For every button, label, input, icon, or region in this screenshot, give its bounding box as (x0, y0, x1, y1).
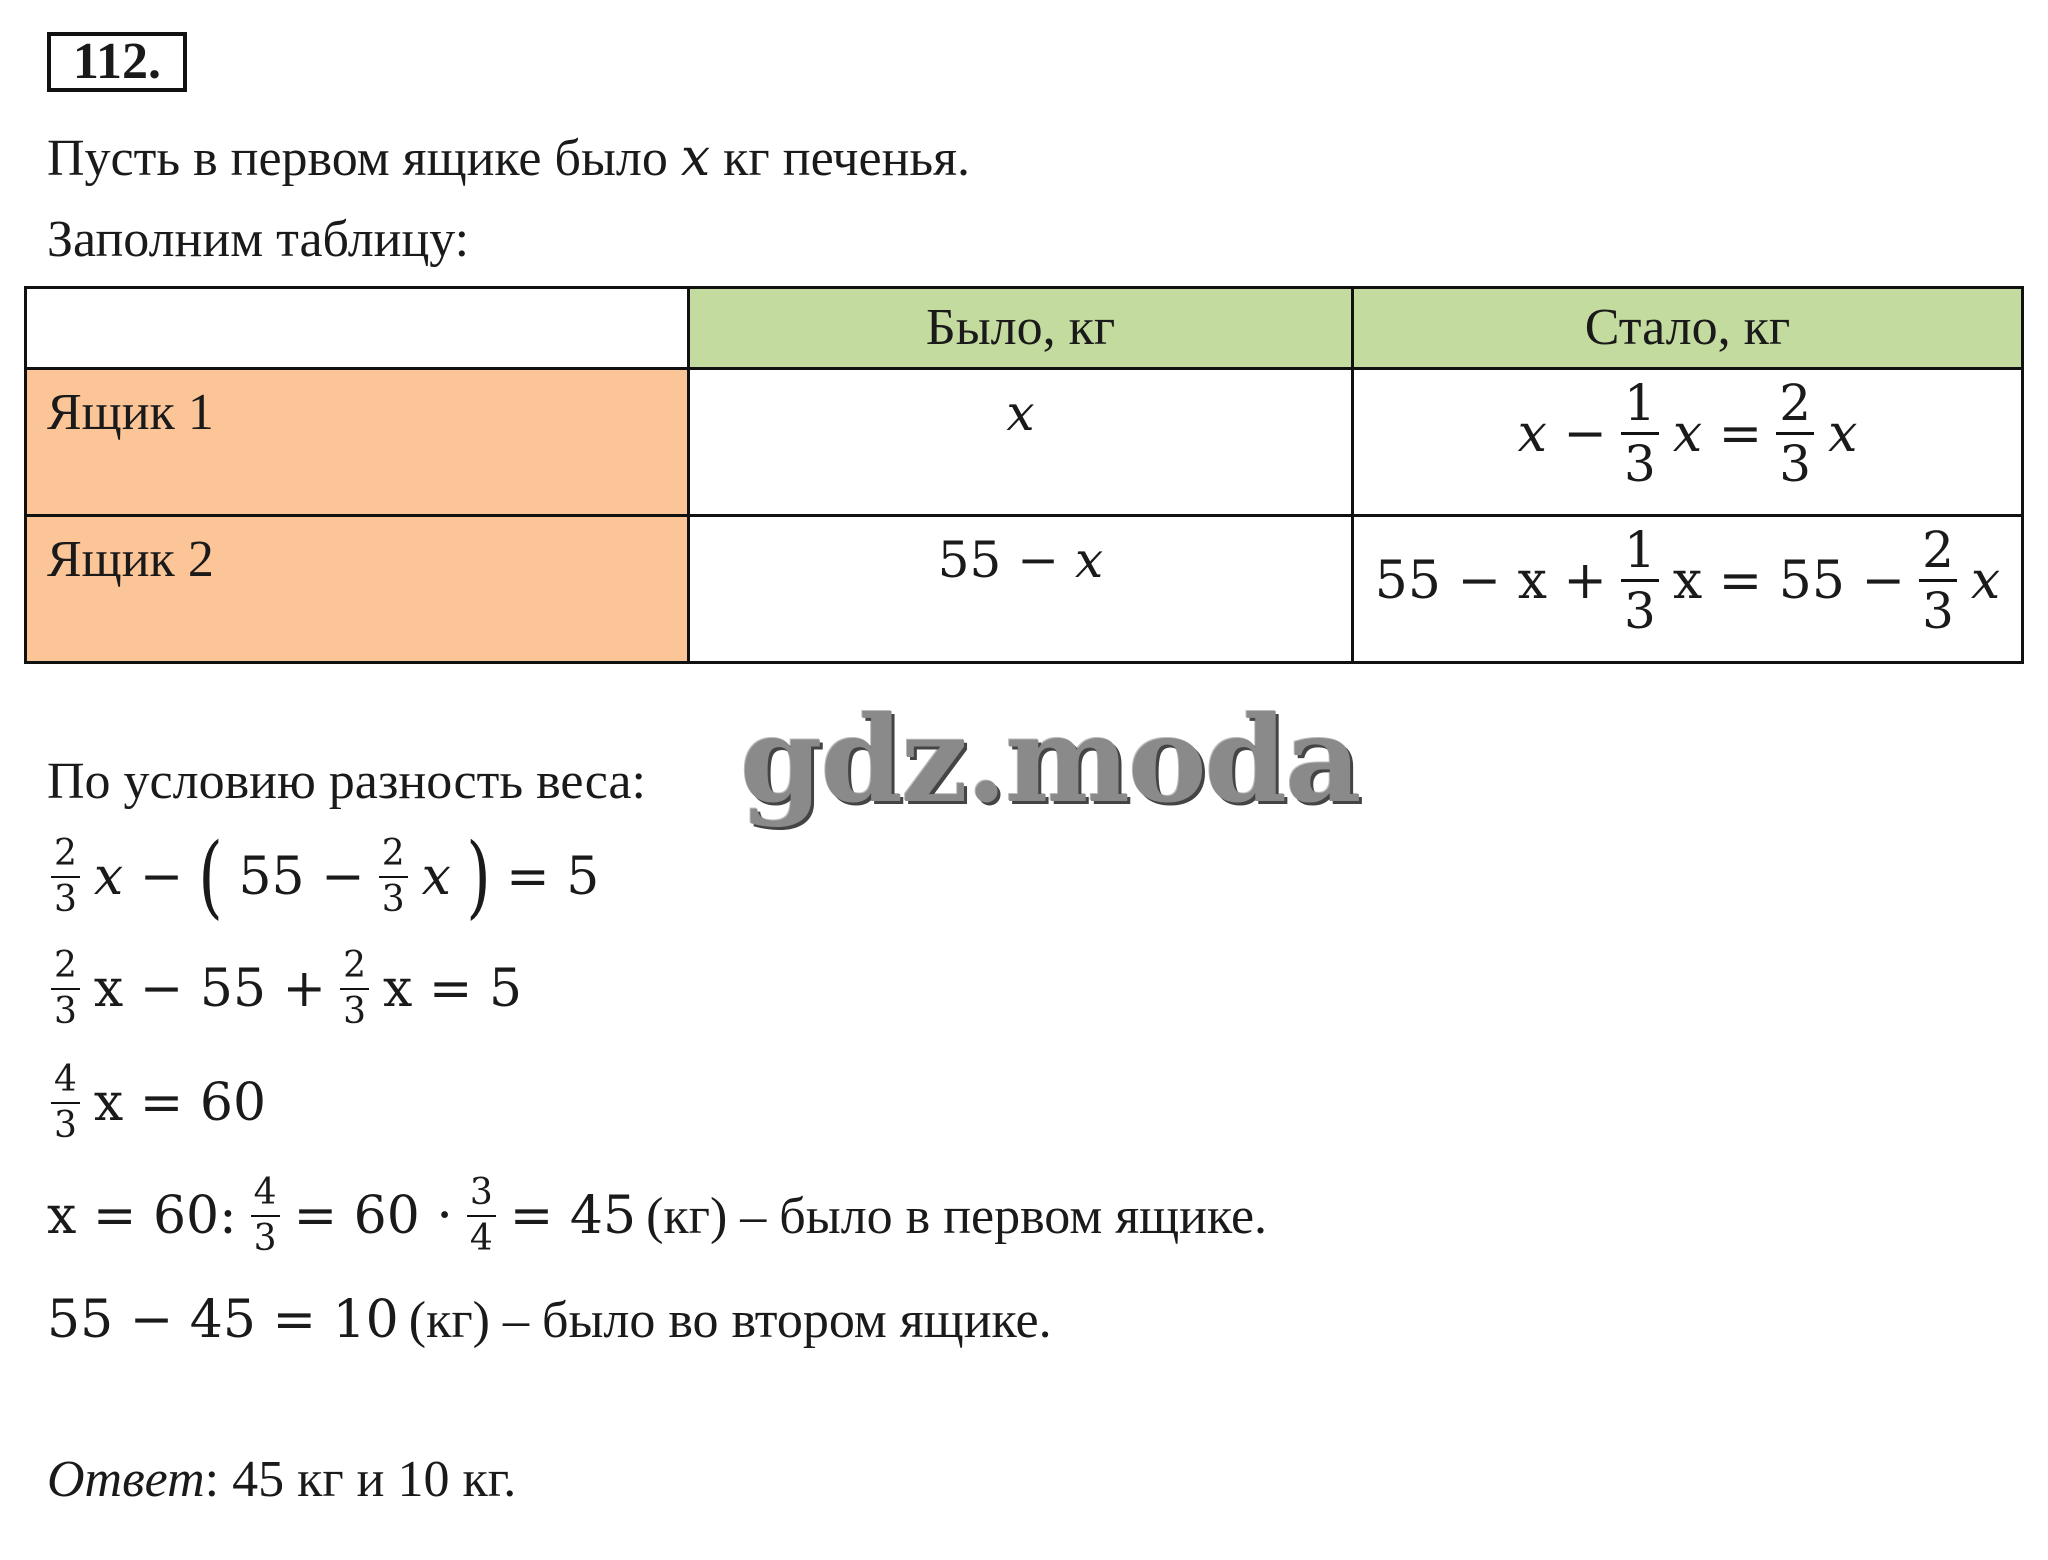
fraction-denominator: 3 (343, 991, 367, 1032)
equation-1 (47, 824, 600, 929)
expr-part: 55 − (238, 847, 365, 907)
row2-was-value (690, 531, 1351, 589)
fraction-denominator: 3 (54, 1105, 77, 1146)
fraction-denominator: 3 (1624, 582, 1656, 640)
equation-comment: (кг) – было в первом ящике. (646, 1187, 1268, 1245)
row1-was-cell (687, 367, 1354, 517)
fraction (1919, 521, 1957, 640)
expr-part: x − (93, 847, 184, 907)
fraction-numerator: 1 (1621, 525, 1659, 582)
col-header-was: Было, кг (687, 286, 1354, 370)
row2-became-cell (1351, 514, 2024, 664)
fraction (1776, 374, 1814, 493)
answer-line (47, 1450, 516, 1510)
intro-text-b: кг печенья. (710, 130, 971, 187)
row2-was-cell (687, 514, 1354, 664)
intro-line-2: Заполним таблицу: (47, 211, 470, 268)
answer-label: Ответ (47, 1451, 205, 1508)
fraction (379, 833, 408, 920)
expr-part: 55 − (937, 531, 1076, 589)
fraction-denominator: 3 (381, 879, 405, 920)
expr-part: 55 − x + (1374, 550, 1608, 611)
fraction-denominator: 3 (1922, 582, 1954, 640)
expr-part: = 45 (509, 1186, 637, 1246)
fraction-numerator: 3 (467, 1175, 496, 1217)
fraction (1621, 374, 1659, 493)
expr-part: x (1828, 403, 1858, 464)
answer-text: : 45 кг и 10 кг. (204, 1451, 517, 1508)
problem-number: 112. (47, 32, 187, 92)
expr-part: x (421, 847, 451, 907)
equation-4 (47, 1172, 1268, 1259)
fraction-numerator: 4 (251, 1175, 280, 1217)
fraction (51, 945, 80, 1032)
expr-part: = 60 · (293, 1186, 453, 1246)
expr-var: x (1075, 531, 1104, 589)
expr-part: x = 60 (93, 1073, 267, 1133)
watermark: gdz.moda (740, 690, 1360, 829)
fraction (251, 1172, 280, 1259)
equation-2 (47, 945, 523, 1032)
fraction (340, 945, 369, 1032)
equation-comment: (кг) – было во втором ящике. (408, 1291, 1052, 1349)
fraction-denominator: 4 (469, 1218, 493, 1259)
expr-part: x − 55 + (93, 959, 327, 1019)
expr-part: x (1970, 550, 2001, 611)
fraction-numerator: 2 (1776, 378, 1814, 435)
fraction-denominator: 3 (54, 879, 77, 920)
fraction-numerator: 2 (379, 836, 408, 878)
fraction-denominator: 3 (1624, 435, 1656, 493)
expr-part: x = 60: (47, 1186, 237, 1246)
row-label-box-1: Ящик 1 (24, 367, 690, 517)
fraction-denominator: 3 (1779, 435, 1812, 493)
equation-5 (47, 1290, 1052, 1350)
open-paren: ( (198, 824, 224, 929)
fraction-numerator: 2 (51, 948, 80, 990)
intro-text-a: Пусть в первом ящике было (47, 130, 681, 187)
equation-3 (47, 1059, 267, 1146)
col-header-became: Стало, кг (1351, 286, 2024, 370)
fraction-denominator: 3 (253, 1218, 277, 1259)
row-label-box-2: Ящик 2 (24, 514, 690, 664)
fraction (51, 1059, 80, 1146)
intro-variable: x (680, 128, 711, 188)
expr-part: x − (1517, 403, 1608, 464)
close-paren: ) (466, 824, 491, 929)
row1-became-expr (1354, 374, 2021, 493)
fraction-numerator: 4 (51, 1062, 80, 1104)
fraction-numerator: 2 (51, 836, 80, 878)
data-table (24, 286, 2024, 664)
row1-was-value: x (1006, 384, 1035, 442)
condition-text: По условию разность веса: (47, 753, 646, 810)
fraction (51, 833, 80, 920)
expr-part: x = 5 (383, 959, 523, 1019)
fraction (467, 1172, 496, 1259)
row2-became-expr (1354, 521, 2021, 640)
intro-line-1 (47, 128, 970, 189)
expr-part: x = 55 − (1672, 550, 1906, 611)
row1-became-cell (1351, 367, 2024, 517)
expr-part: = 5 (506, 847, 600, 907)
expr-part: 55 − 45 = 10 (47, 1290, 399, 1350)
fraction-numerator: 1 (1621, 378, 1659, 435)
fraction-numerator: 2 (340, 948, 369, 990)
fraction-numerator: 2 (1919, 525, 1957, 582)
fraction (1621, 521, 1659, 640)
table-corner-cell (24, 286, 690, 370)
expr-part: x = (1672, 403, 1763, 464)
fraction-denominator: 3 (54, 991, 77, 1032)
